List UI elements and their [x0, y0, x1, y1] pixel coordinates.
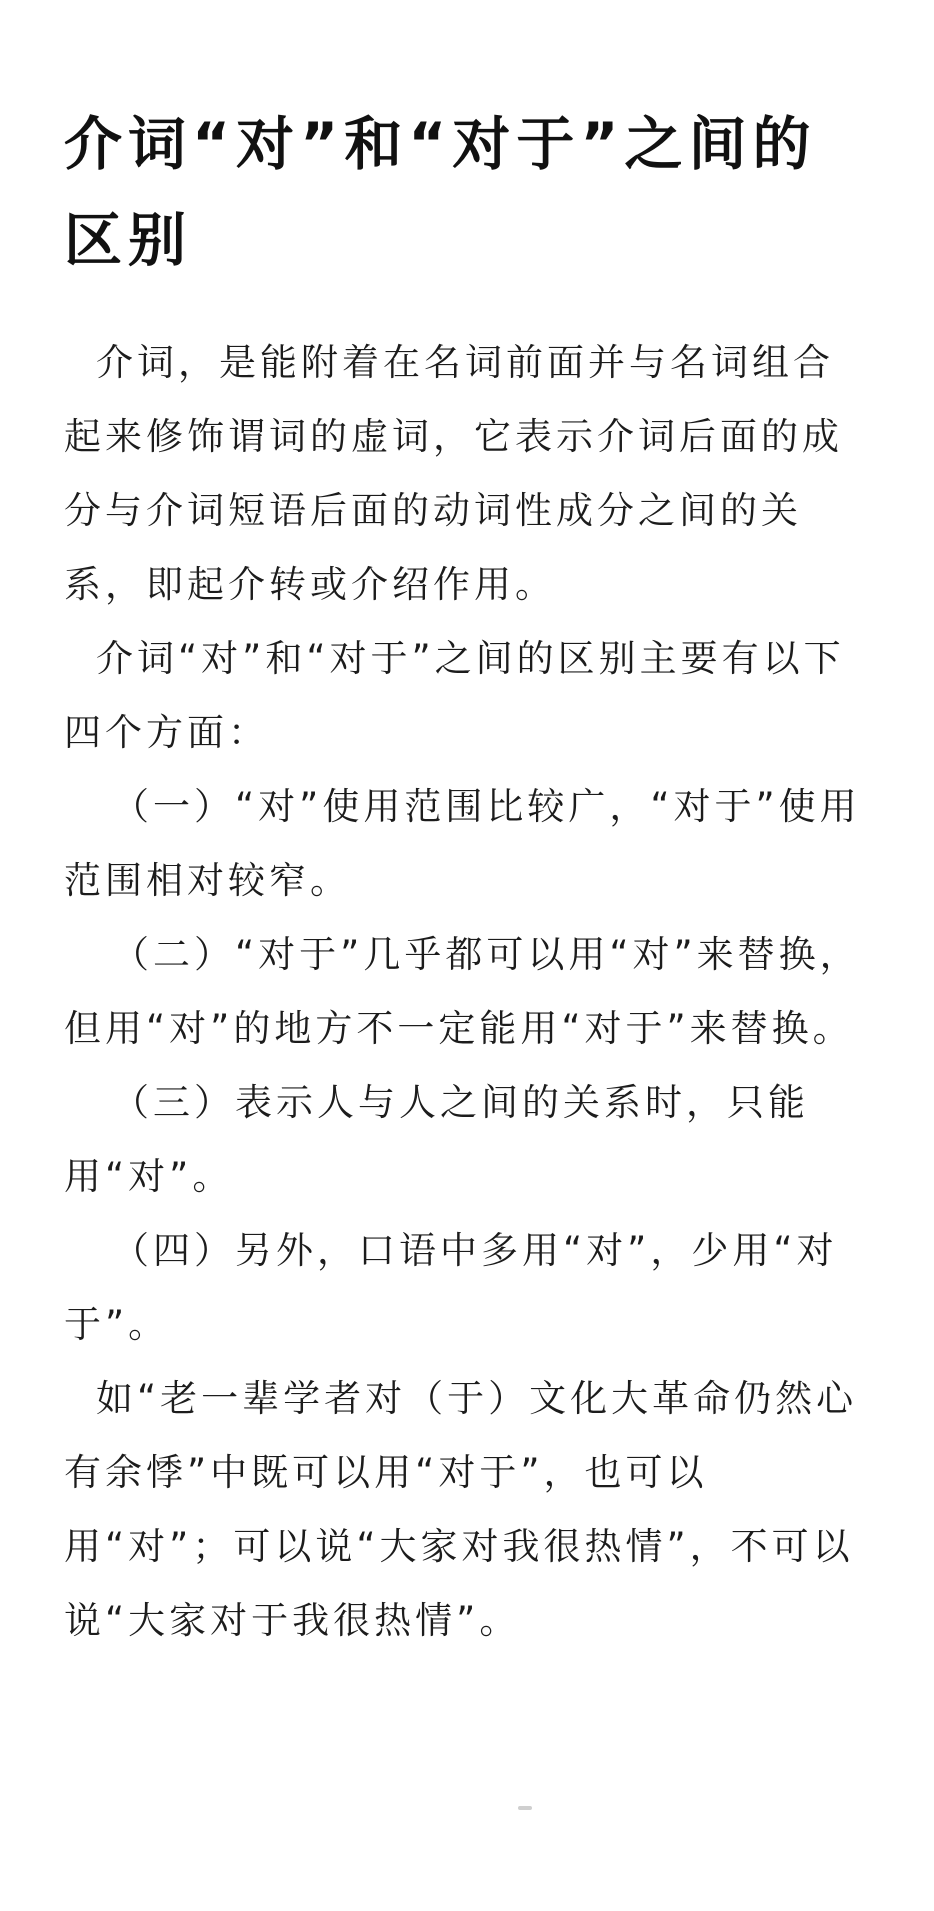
paragraph-point-4: （四）另外，口语中多用“对”，少用“对于”。 [64, 1229, 838, 1346]
paragraph-definition: 介词，是能附着在名词前面并与名词组合起来修饰谓词的虚词，它表示介词后面的成分与介词短语后面的动词性成分之间的关系，即起介转或介绍作用。 [64, 341, 843, 606]
paragraph-intro: 介词“对”和“对于”之间的区别主要有以下四个方面： [64, 637, 845, 754]
paragraph-point-1: （一）“对”使用范围比较广，“对于”使用范围相对较窄。 [64, 785, 861, 902]
footer-mark [518, 1806, 532, 1810]
paragraph-point-3: （三）表示人与人之间的关系时，只能用“对”。 [64, 1081, 809, 1198]
document-title: 介词“对”和“对于”之间的区别 [64, 110, 817, 274]
paragraph-example: 如“老一辈学者对（于）文化大革命仍然心有余悸”中既可以用“对于”，也可以用“对”；可以说“大家对我很热情”，不可以说“大家对于我很热情”。 [64, 1377, 858, 1642]
paragraph-point-2: （二）“对于”几乎都可以用“对”来替换，但用“对”的地方不一定能用“对于”来替换。 [64, 933, 861, 1050]
document-body [64, 326, 872, 1658]
